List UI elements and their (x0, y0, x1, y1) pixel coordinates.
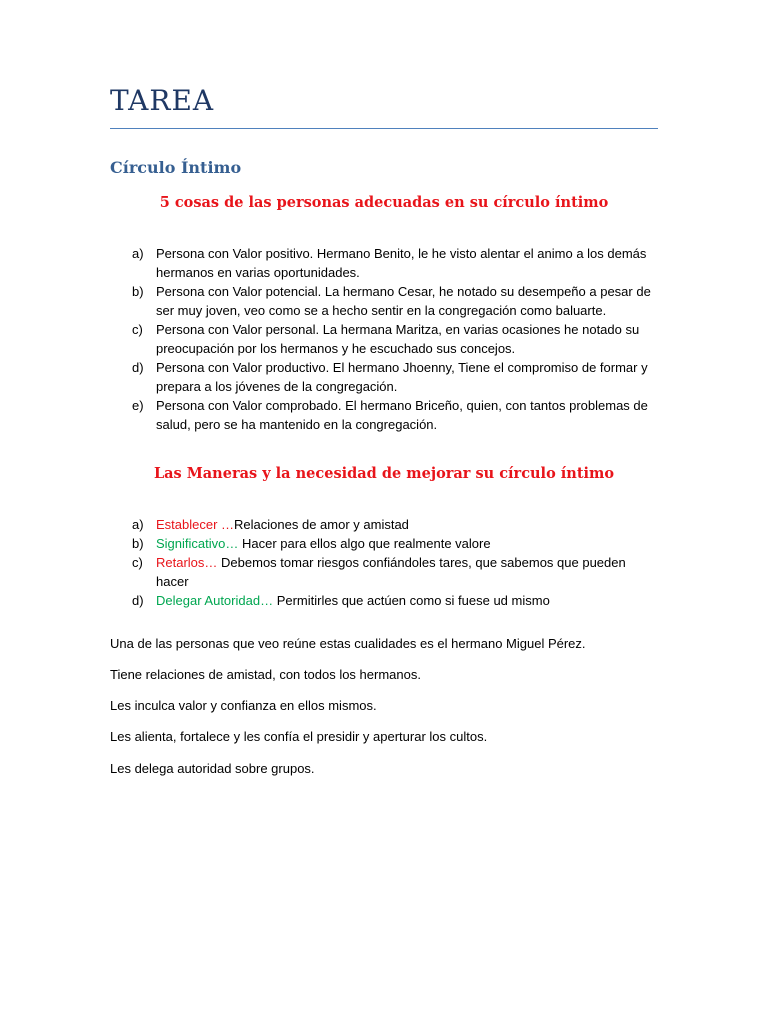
list-item (110, 282, 658, 320)
ways-heading: Las Maneras y la necesidad de mejorar su círculo íntimo (153, 465, 615, 482)
body-paragraph: Una de las personas que veo reúne estas cualidades es el hermano Miguel Pérez. (110, 636, 586, 651)
list-keyword: Delegar Autoridad… (156, 593, 274, 608)
list-item (110, 396, 658, 434)
list-item-text: Permitirles que actúen como si fuese ud mismo (273, 593, 550, 608)
list-marker: a) (132, 517, 144, 532)
list-keyword: Establecer … (156, 517, 235, 532)
list-marker: d) (132, 360, 144, 375)
list-item-text: Hacer para ellos algo que realmente valore (238, 536, 491, 551)
list-item (110, 591, 658, 610)
list-marker: d) (132, 593, 144, 608)
list-marker: e) (132, 398, 144, 413)
list-marker: c) (132, 322, 143, 337)
list-item (110, 553, 658, 591)
list-item (110, 320, 658, 358)
section-heading: Círculo Íntimo (110, 158, 242, 177)
body-paragraph: Les alienta, fortalece y les confía el presidir y aperturar los cultos. (110, 729, 488, 744)
list-marker: b) (132, 536, 144, 551)
page-title: TAREA (110, 84, 215, 117)
five-things-list (110, 244, 658, 434)
body-paragraph: Les delega autoridad sobre grupos. (110, 761, 315, 776)
list-item (110, 244, 658, 282)
list-keyword: Retarlos… (156, 555, 218, 570)
list-item (110, 534, 658, 553)
list-item-text: Relaciones de amor y amistad (234, 517, 409, 532)
list-marker: c) (132, 555, 143, 570)
list-item-text: Persona con Valor positivo. Hermano Benito, le he visto alentar el animo a los demás hermanos en varias oportunidades. (156, 246, 647, 280)
list-item-text: Persona con Valor potencial. La hermano Cesar, he notado su desempeño a pesar de ser muy joven, veo como se a hecho sentir en la congregación como baluarte. (156, 284, 651, 318)
ways-list (110, 515, 658, 610)
list-item-text: Persona con Valor comprobado. El hermano Briceño, quien, con tantos problemas de salud, pero se ha mantenido en la congregación. (156, 398, 648, 432)
list-item (110, 515, 658, 534)
list-item-text: Debemos tomar riesgos confiándoles tares, que sabemos que pueden hacer (156, 555, 626, 589)
list-keyword: Significativo… (156, 536, 239, 551)
body-paragraph: Tiene relaciones de amistad, con todos los hermanos. (110, 667, 421, 682)
list-item (110, 358, 658, 396)
list-item-text: Persona con Valor personal. La hermana Maritza, en varias ocasiones he notado su preocupación por los hermanos y he escuchado sus concejos. (156, 322, 640, 356)
list-marker: a) (132, 246, 144, 261)
list-item-text: Persona con Valor productivo. El hermano Jhoenny, Tiene el compromiso de formar y prepara a los jóvenes de la congregación. (156, 360, 648, 394)
title-underline (110, 128, 658, 129)
five-things-heading: 5 cosas de las personas adecuadas en su círculo íntimo (159, 194, 609, 211)
list-marker: b) (132, 284, 144, 299)
body-paragraph: Les inculca valor y confianza en ellos mismos. (110, 698, 377, 713)
